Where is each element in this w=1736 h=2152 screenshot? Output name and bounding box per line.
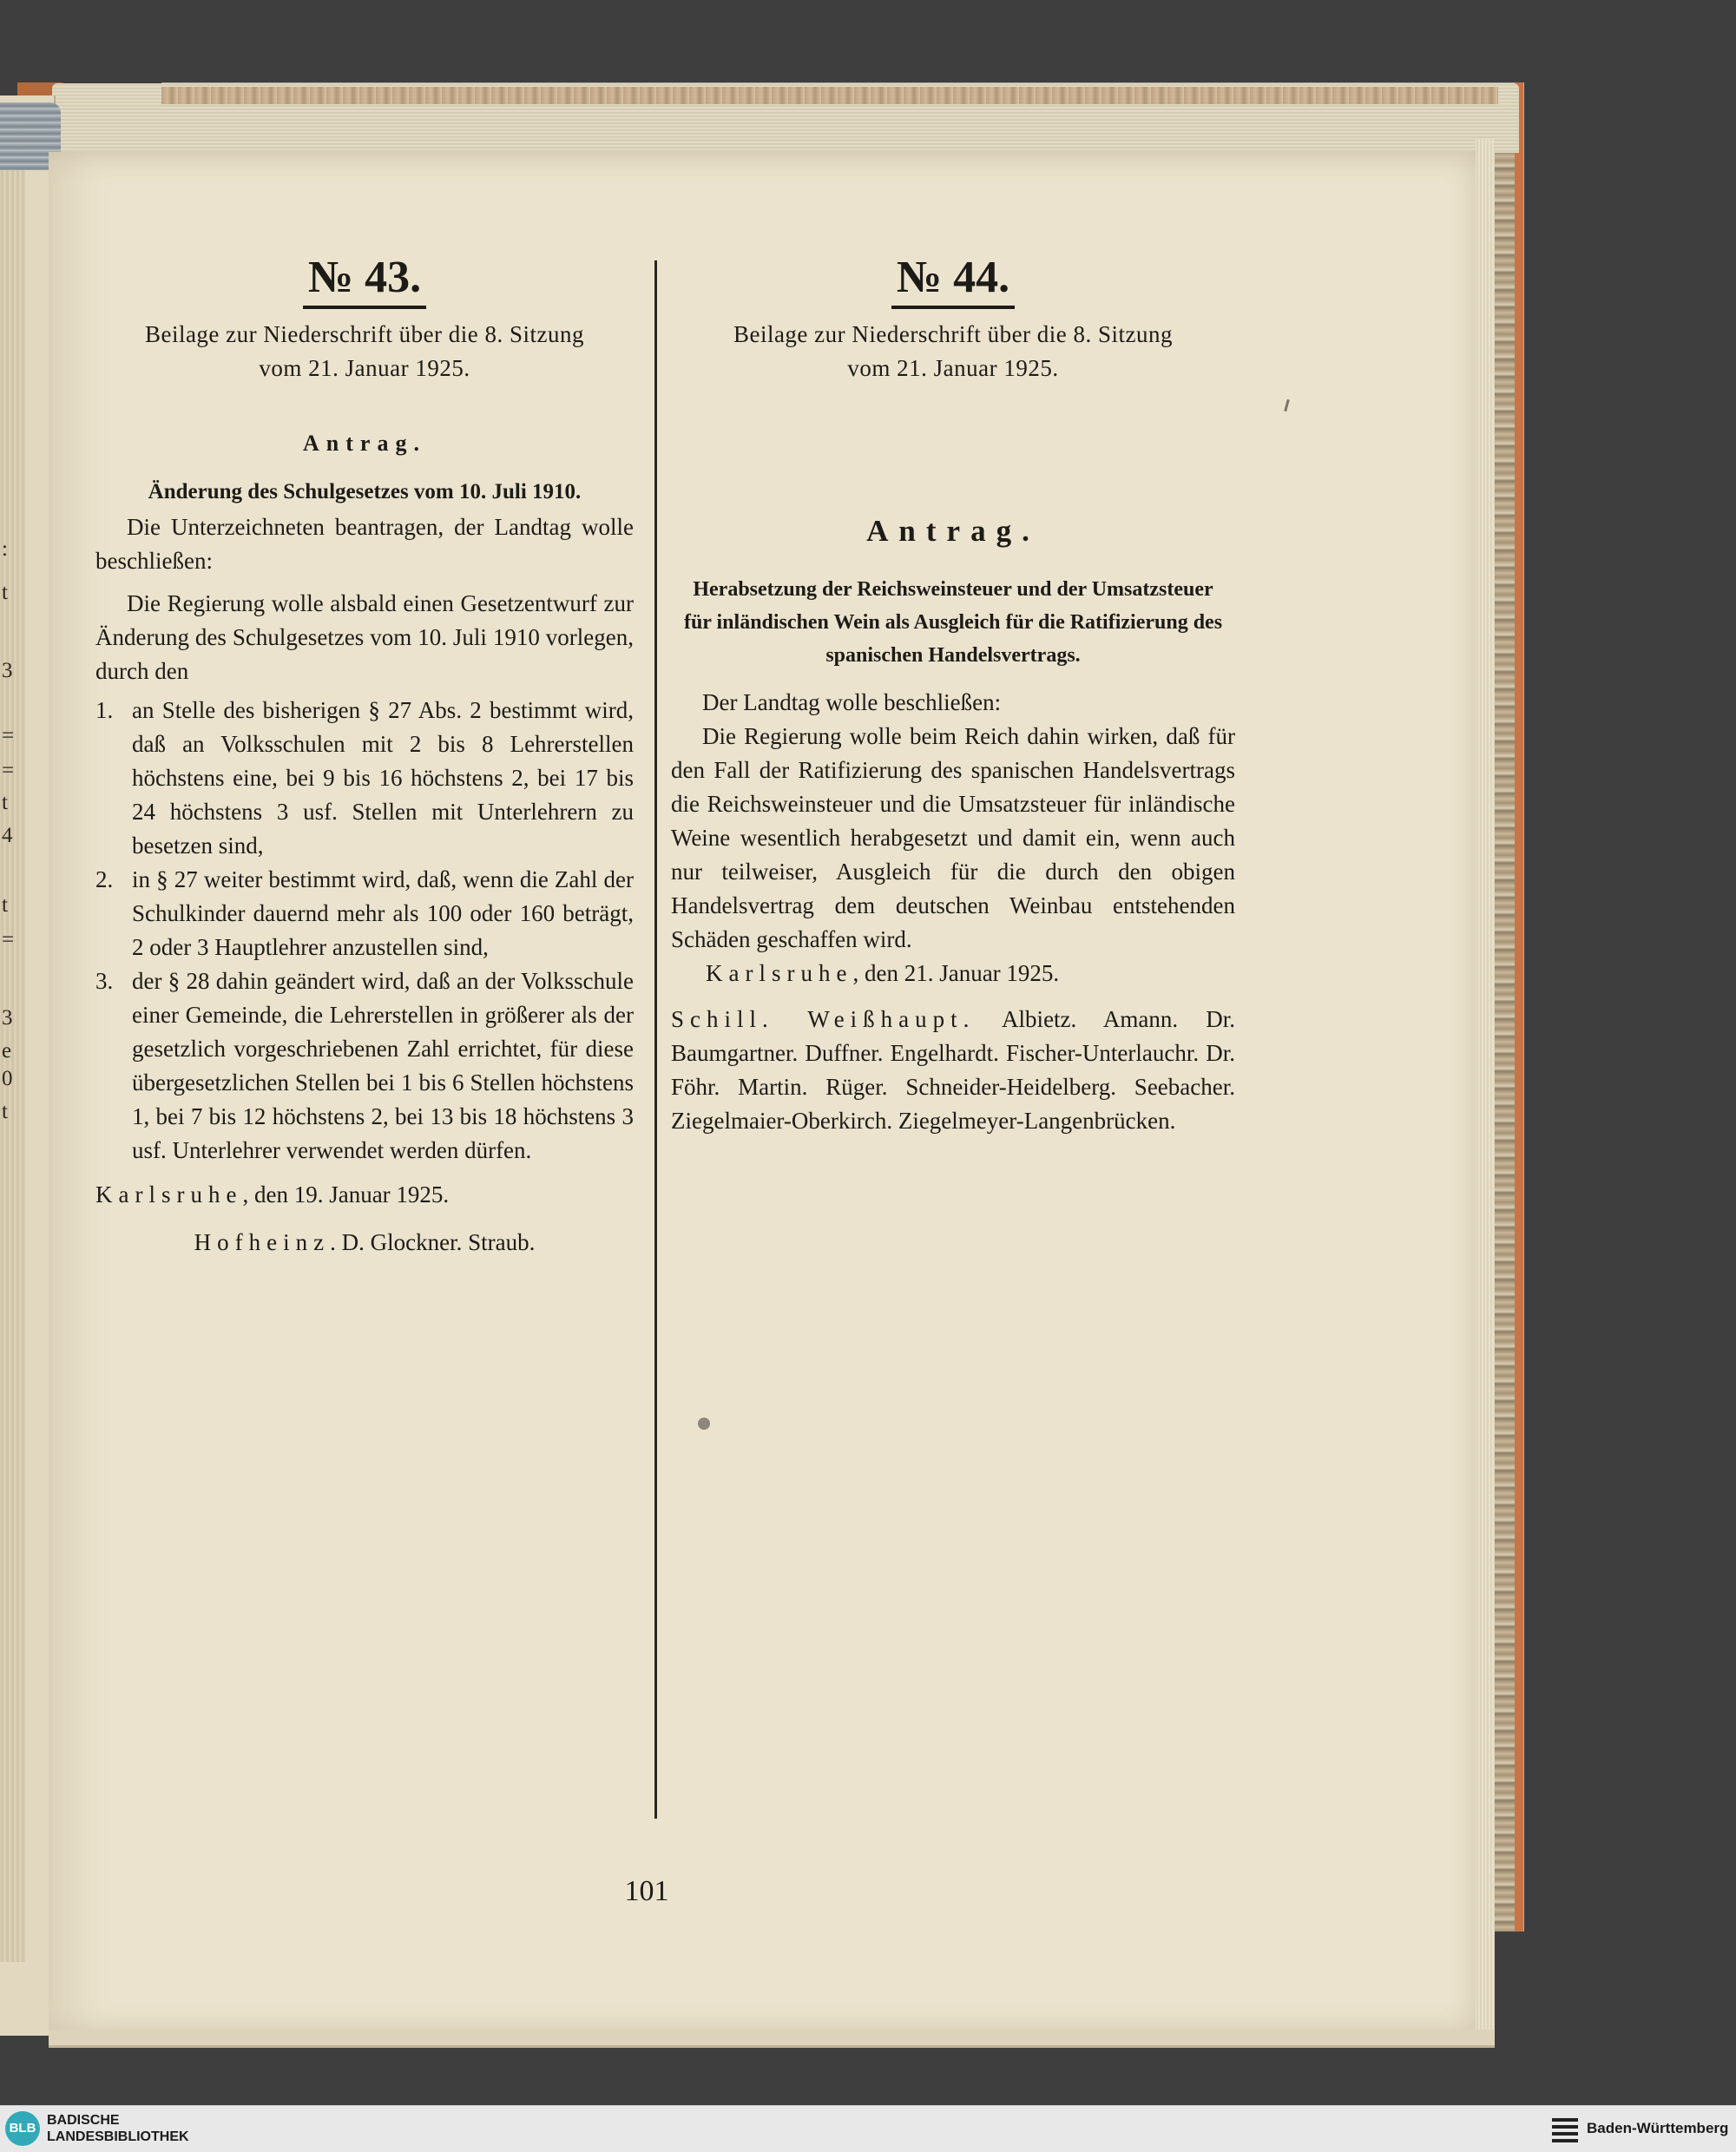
item-number: 1.: [95, 697, 114, 723]
margin-fragment: =: [2, 724, 15, 747]
motion-intro: Der Landtag wolle beschließen:: [702, 689, 1002, 715]
subtitle-line: vom 21. Januar 1925.: [259, 355, 470, 381]
place-date: [671, 957, 1235, 990]
signatories-rest: Albietz. Amann. Dr. Baumgartner. Duffner. Engelhardt. Fischer-Unterlauchr. Dr. Föhr. Martin. Rüger. Schneider-Heidelberg. Seebacher. Ziegelmaier-Oberkirch. Ziegelmeyer-Langenbrücken.: [671, 1006, 1236, 1134]
list-item: [95, 694, 634, 863]
motion-intro: Die Unterzeichneten beantragen, der Landtag wolle beschließen:: [95, 514, 634, 574]
date-text: , den 19. Januar 1925.: [242, 1181, 450, 1208]
place-city: Karlsruhe: [706, 960, 853, 986]
motion-request: Die Regierung wolle alsbald einen Gesetzentwurf zur Änderung des Schulgesetzes vom 10. Juli 1910 vorlegen, durch den: [95, 590, 634, 684]
signatories-first: Schill. Weißhaupt.: [671, 1006, 976, 1032]
page-side-stack: [1476, 139, 1495, 2031]
date-text: , den 21. Januar 1925.: [852, 960, 1060, 986]
document-subtitle: [95, 318, 634, 385]
signatories: [671, 1003, 1235, 1138]
cover-spine-edge: [1515, 82, 1523, 1932]
column-divider: [654, 260, 657, 1819]
margin-fragment: t: [2, 893, 8, 917]
margin-fragment: 0: [2, 1067, 13, 1090]
footer-bar: [0, 2105, 1736, 2152]
blb-logo-icon[interactable]: BLB: [5, 2111, 40, 2146]
state-name[interactable]: Baden-Württemberg: [1587, 2120, 1729, 2136]
place-city: Karlsruhe: [95, 1181, 243, 1208]
margin-fragment: =: [2, 928, 15, 951]
library-name-line: BADISCHE: [47, 2113, 120, 2128]
document-number: № 43.: [95, 252, 634, 309]
page-number: 101: [624, 1875, 669, 1907]
document-subtitle: [671, 318, 1235, 385]
document-number: № 44.: [671, 252, 1235, 309]
motion-heading: Herabsetzung der Reichsweinsteuer und der Umsatzsteuer für inländischen Wein als Ausgleich für die Ratifizierung des spanischen Handelsvertrags.: [683, 578, 1223, 667]
place-date: [95, 1178, 634, 1212]
margin-fragment: t: [2, 791, 8, 814]
marbled-top-edge: [161, 87, 1498, 104]
margin-fragment: =: [2, 759, 15, 782]
library-name-line: LANDESBIBLIOTHEK: [47, 2129, 189, 2144]
list-item: [95, 964, 634, 1168]
page-bottom-stack: [49, 2030, 1495, 2048]
signatories: [95, 1226, 634, 1260]
subtitle-line: Beilage zur Niederschrift über die 8. Sitzung: [144, 321, 585, 347]
margin-fragment: e: [2, 1039, 12, 1063]
ink-spot: [698, 1418, 710, 1430]
subtitle-line: vom 21. Januar 1925.: [847, 355, 1059, 381]
item-text: der § 28 dahin geändert wird, daß an der Volksschule einer Gemeinde, die Lehrerstellen in größerer als der gesetzlich vorgeschriebenen Zahl errichtet, für diese übergesetzlichen Stellen bei 1 bis 6 Stellen höchstens 1, bei 7 bis 12 höchstens 2, bei 13 bis 18 höchstens 3 usf. Unterlehrer verwendet werden dürfen.: [132, 968, 634, 1163]
state-lions-icon: [1550, 2115, 1580, 2144]
document-44: [671, 252, 1235, 1138]
margin-fragment: 3: [2, 1006, 13, 1030]
margin-fragment: 3: [2, 659, 13, 682]
margin-fragment: :: [2, 537, 8, 561]
motion-items: [95, 694, 634, 1168]
antrag-label: Antrag.: [866, 514, 1040, 548]
subtitle-line: Beilage zur Niederschrift über die 8. Sitzung: [733, 321, 1174, 347]
item-text: an Stelle des bisherigen § 27 Abs. 2 bestimmt wird, daß an Volksschulen mit 2 bis 8 Lehrerstellen höchstens eine, bei 9 bis 16 höchstens 2, bei 17 bis 24 höchstens 3 usf. Stellen mit Unterlehrern zu besetzen sind,: [132, 697, 634, 859]
library-name[interactable]: [47, 2112, 189, 2145]
motion-request: Die Regierung wolle beim Reich dahin wirken, daß für den Fall der Ratifizierung des spanischen Handelsvertrags die Reichsweinsteuer und die Umsatzsteuer für inländische Weine wesentlich herabgesetzt und damit ein, wenn auch nur teilweiser, Ausgleich für die durch den obigen Handelsvertrag dem deutschen Weinbau entstehenden Schäden geschaffen wird.: [671, 723, 1235, 952]
signatory-first: Hofheinz: [194, 1229, 331, 1255]
margin-fragment: t: [2, 1100, 8, 1123]
item-number: 3.: [95, 968, 114, 994]
margin-fragment: t: [2, 581, 8, 604]
signatories-rest: . D. Glockner. Straub.: [330, 1229, 536, 1255]
document-43: [95, 252, 634, 1260]
motion-heading: Änderung des Schulgesetzes vom 10. Juli 1910.: [148, 480, 582, 503]
item-text: in § 27 weiter bestimmt wird, daß, wenn die Zahl der Schulkinder dauernd mehr als 100 oder 160 beträgt, 2 oder 3 Hauptlehrer anzustellen sind,: [132, 866, 634, 960]
antrag-label: Antrag.: [303, 431, 426, 456]
margin-fragment: 4: [2, 824, 13, 847]
item-number: 2.: [95, 866, 114, 892]
list-item: [95, 863, 634, 964]
